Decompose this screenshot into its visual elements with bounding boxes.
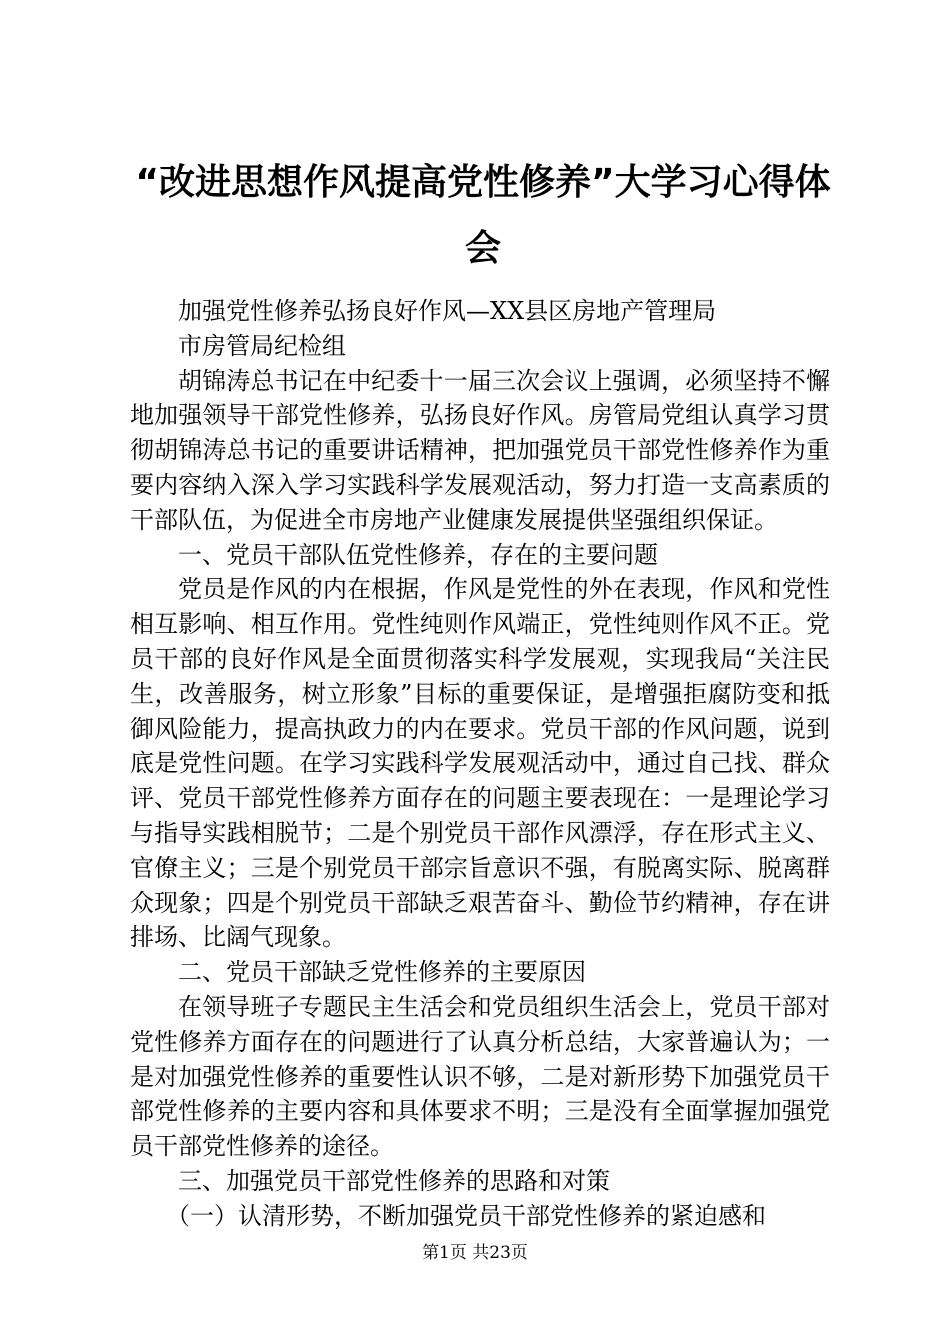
document-subtitle: 加强党性修养弘扬良好作风—XX县区房地产管理局 xyxy=(178,297,717,325)
subsection-heading: （一）认清形势，不断加强党员干部党性修养的紧迫感和 xyxy=(166,1201,766,1230)
page-number: 第1页 共23页 xyxy=(422,1243,528,1263)
paragraph: 胡锦涛总书记在中纪委十一届三次会议上强调，必须坚持不懈地加强领导干部党性修养，弘扬良好作风。房管局党组认真学习贯彻胡锦涛总书记的重要讲话精神，把加强党员干部党性修养作为重要内容纳入深入学习实践科学发展观活动，努力打造一支高素质的干部队伍，为促进全市房地产业健康发展提供坚强组织保证。 xyxy=(130,366,830,534)
paragraph: 在领导班子专题民主生活会和党员组织生活会上，党员干部对党性修养方面存在的问题进行了认真分析总结，大家普遍认为；一是对加强党性修养的重要性认识不够，二是对新形势下加强党员干部党性修养的主要内容和具体要求不明；三是没有全面掌握加强党员干部党性修养的途径。 xyxy=(130,992,830,1161)
document-author: 市房管局纪检组 xyxy=(178,331,346,360)
document-body xyxy=(130,294,830,1234)
paragraph: 党员是作风的内在根据，作风是党性的外在表现，作风和党性相互影响、相互作用。党性纯则作风端正，党性纯则作风不正。党员干部的良好作风是全面贯彻落实科学发展观，实现我局“关注民生，改善服务，树立形象”目标的重要保证，是增强拒腐防变和抵御风险能力，提高执政力的内在要求。党员干部的作风问题，说到底是党性问题。在学习实践科学发展观活动中，通过自己找、群众评、党员干部党性修养方面存在的问题主要表现在：一是理论学习与指导实践相脱节；二是个别党员干部作风漂浮，存在形式主义、官僚主义；三是个别党员干部宗旨意识不强，有脱离实际、脱离群众现象；四是个别党员干部缺乏艰苦奋斗、勤俭节约精神，存在讲排场、比阔气现象。 xyxy=(130,575,830,952)
section-heading: 三、加强党员干部党性修养的思路和对策 xyxy=(178,1166,610,1195)
section-heading: 一、党员干部队伍党性修养，存在的主要问题 xyxy=(178,540,658,569)
document-title: “改进思想作风提高党性修养”大学习心得体会 xyxy=(135,162,831,269)
section-heading: 二、党员干部缺乏党性修养的主要原因 xyxy=(178,958,586,987)
